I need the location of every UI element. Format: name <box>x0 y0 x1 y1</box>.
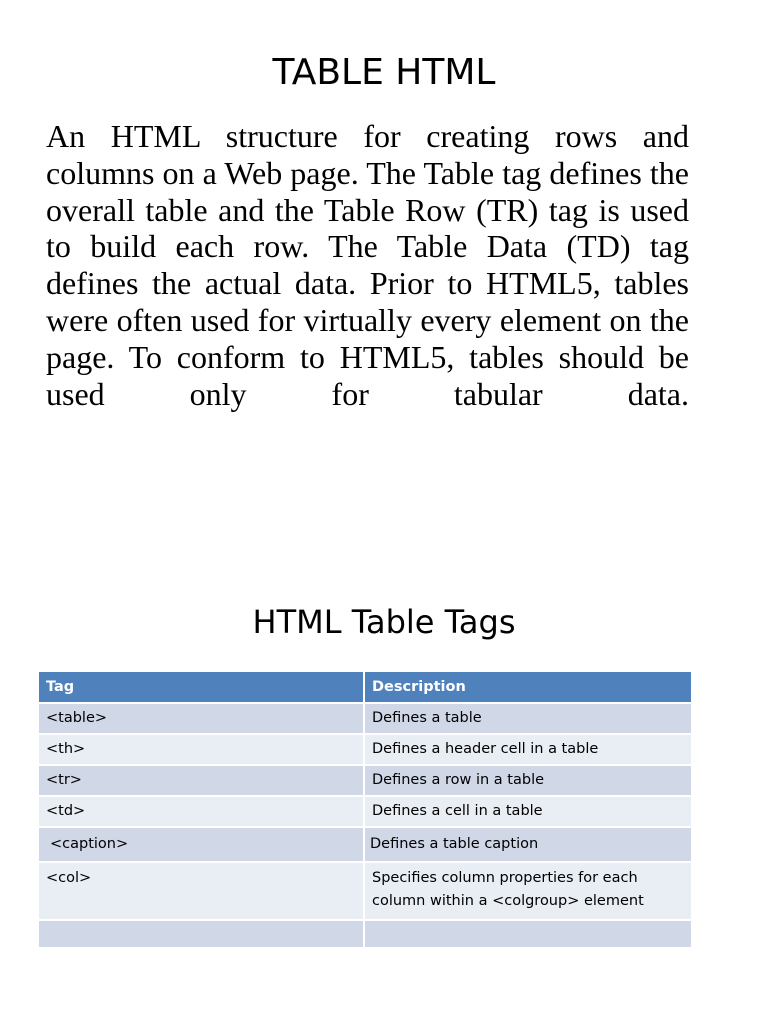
table-row <box>39 920 691 948</box>
table-row <box>39 862 691 920</box>
tag-cell <box>39 920 364 948</box>
description-cell <box>364 920 691 948</box>
tag-cell: <tr> <box>39 765 364 796</box>
table-row <box>39 827 691 862</box>
section-title: HTML Table Tags <box>252 603 516 641</box>
tag-cell: <th> <box>39 734 364 765</box>
tag-cell: <table> <box>39 703 364 734</box>
table-row <box>39 796 691 827</box>
tag-cell: <caption> <box>39 827 364 862</box>
table-row <box>39 703 691 734</box>
table-row <box>39 734 691 765</box>
description-cell: Defines a header cell in a table <box>364 734 691 765</box>
description-cell: Defines a row in a table <box>364 765 691 796</box>
description-cell: Defines a table caption <box>364 827 691 862</box>
description-cell: Defines a cell in a table <box>364 796 691 827</box>
table-row <box>39 765 691 796</box>
description-cell: Defines a table <box>364 703 691 734</box>
table-header-row <box>39 672 691 703</box>
description-paragraph: An HTML structure for creating rows and columns on a Web page. The Table tag defines the overall table and the Table Row (TR) tag is used to build each row. The Table Data (TD) tag defines the actual data. Prior to HTML5, tables were often used for virtually every element on the page. To conform to HTML5, tables should be used only for tabular data. <box>46 118 689 412</box>
page-title: TABLE HTML <box>272 52 496 93</box>
description-cell: Specifies column properties for each column within a <colgroup> element <box>364 862 691 920</box>
html-table-tags <box>39 672 691 949</box>
header-tag: Tag <box>39 672 364 703</box>
header-description: Description <box>364 672 691 703</box>
tag-cell: <td> <box>39 796 364 827</box>
tag-cell: <col> <box>39 862 364 920</box>
